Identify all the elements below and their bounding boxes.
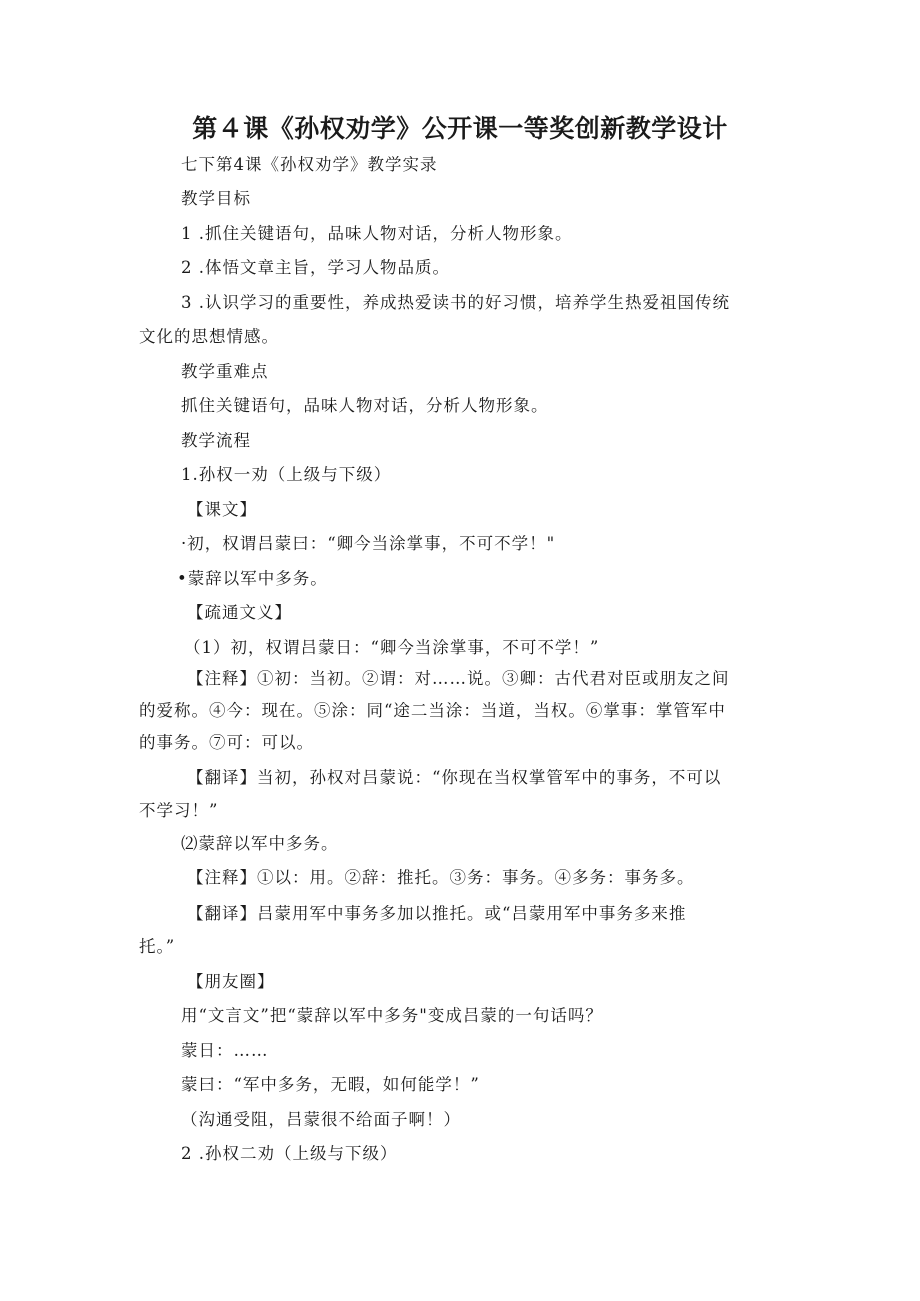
translation-1-cont: 不学习！” [139, 801, 219, 820]
heading-key-points: 教学重难点 [181, 362, 269, 381]
annotation-2: 【注释】①以：用。②辞：推托。③务：事务。④多务：事务多。 [187, 868, 695, 887]
heading-objectives: 教学目标 [181, 189, 251, 208]
moments-line-2: 蒙曰：“军中多务，无暇，如何能学！” [181, 1075, 480, 1094]
objective-2: 2 .体悟文章主旨，学习人物品质。 [181, 258, 450, 277]
annotation-1-cont: 的爱称。④今：现在。⑤涂：同“途二当涂：当道，当权。⑥掌事：掌管军中 [139, 701, 726, 720]
annotation-1: 【注释】①初：当初。②谓：对……说。③卿：古代君对臣或朋友之间 [187, 669, 730, 688]
label-text: 【课文】 [187, 500, 257, 519]
heading-process: 教学流程 [181, 431, 251, 450]
sentence-2: ⑵蒙辞以军中多务。 [181, 834, 339, 853]
moments-line-1: 蒙日：…… [181, 1041, 269, 1060]
key-points-text: 抓住关键语句，品味人物对话，分析人物形象。 [181, 396, 549, 415]
section-2-heading: 2 .孙权二劝（上级与下级） [181, 1144, 398, 1163]
section-1-heading: 1.孙权一劝（上级与下级） [181, 465, 392, 484]
objective-3-cont: 文化的思想情感。 [139, 327, 279, 346]
annotation-1-end: 的事务。⑦可：可以。 [139, 733, 314, 752]
text-line-2: •蒙辞以军中多务。 [177, 569, 328, 588]
objective-1: 1 .抓住关键语句，品味人物对话，分析人物形象。 [181, 224, 573, 243]
translation-1: 【翻译】当初，孙权对吕蒙说：“你现在当权掌管军中的事务，不可以 [187, 768, 722, 787]
moments-note: （沟通受阻，吕蒙很不给面子啊！） [181, 1110, 461, 1129]
subtitle-line: 七下第4课《孙权劝学》教学实录 [181, 155, 438, 174]
label-explanation: 【疏通文义】 [187, 603, 292, 622]
label-moments: 【朋友圈】 [187, 972, 275, 991]
text-line-1: ·初，权谓吕蒙曰：“卿今当涂掌事，不可不学！" [181, 534, 556, 553]
translation-2: 【翻译】吕蒙用军中事务多加以推托。或“吕蒙用军中事务多来推 [187, 904, 687, 923]
objective-3: 3 .认识学习的重要性，养成热爱读书的好习惯，培养学生热爱祖国传统 [181, 293, 730, 312]
sentence-1: （1）初，权谓吕蒙日：“卿今当涂掌事，不可不学！” [184, 638, 600, 657]
moments-question: 用“文言文”把“蒙辞以军中多务"变成吕蒙的一句话吗？ [181, 1006, 603, 1025]
translation-2-cont: 托。” [139, 937, 176, 956]
document-title: 第４课《孙权劝学》公开课一等奖创新教学设计 [192, 114, 728, 143]
